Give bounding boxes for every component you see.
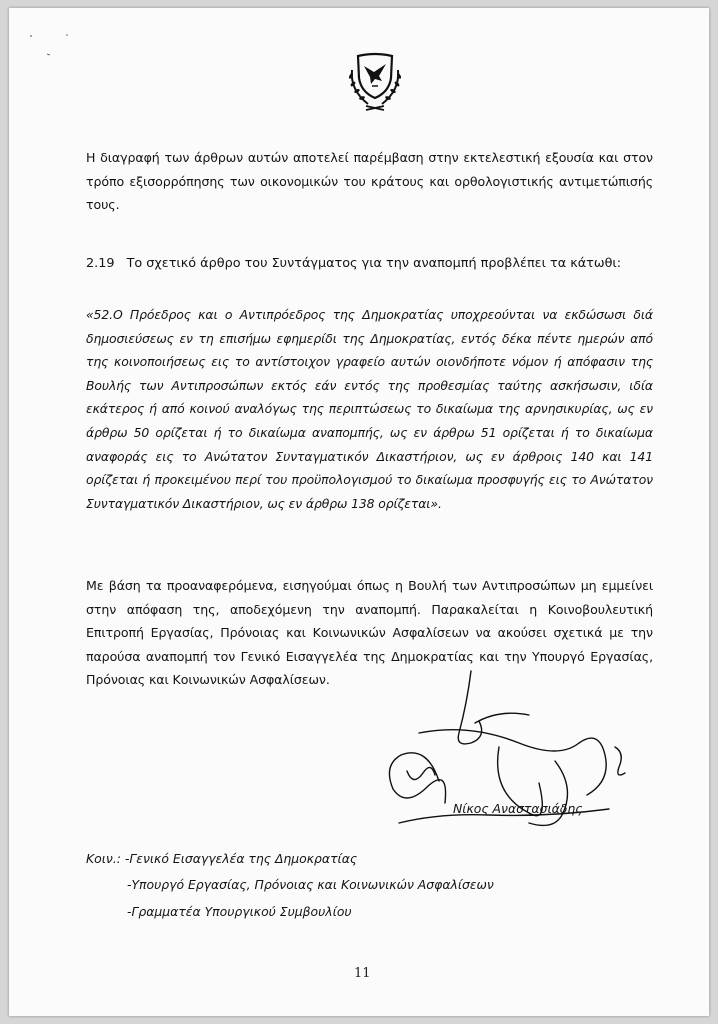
constitution-quote: «52.Ο Πρόεδρος και ο Αντιπρόεδρος της Δημοκρατίας υποχρεούνται να εκδώσωσι διά δημοσιεύσεως εν τη επισήμω εφημερίδι της Δημοκρατίας, εντός δέκα πέντε ημερών από της κοινοποιήσεως εις το αντίστοιχον γραφείο αυτών οιονδήποτε νόμον ή απόφασιν της Βουλής των Αντιπροσώπων εκτός εάν εντός της προθεσμίας ταύτης ασκήσωσιν, ιδία εκάτερος ή από κοινού αναλόγως της περιπτώσεως το δικαίωμα της αρνησικυρίας, ως εν άρθρω 50 ορίζεται ή το δικαίωμα αναπομπής, ως εν άρθρω 51 ορίζεται ή το δικαίωμα αναφοράς εις το Ανώτατον Συνταγματικόν Δικαστήριον, ως εν άρθροις 140 και 141 ορίζεται ή προκειμένου περί του προϋπολογισμού το δικαίωμα προσφυγής εις το Ανώτατον Συνταγματικόν Δικαστήριον, ως εν άρθρω 138 ορίζεται».: [86, 307, 653, 511]
scan-specks: [27, 32, 87, 62]
section-heading: [86, 256, 621, 271]
intro-paragraph: Η διαγραφή των άρθρων αυτών αποτελεί παρέμβαση στην εκτελεστική εξουσία και στον τρόπο εξισορρόπησης των οικονομικών του κράτους και ορθολογιστικής αντιμετώπισής τους.: [86, 150, 653, 212]
signatory-name: Νίκος Αναστασιάδης: [453, 801, 583, 816]
cc-item: -Γραμματέα Υπουργικού Συμβουλίου: [127, 904, 352, 919]
cc-label: Κοιν.: -Γενικό Εισαγγελέα της Δημοκρατίας: [86, 851, 358, 866]
cyprus-coat-of-arms-icon: [342, 48, 408, 114]
cc-item: -Υπουργό Εργασίας, Πρόνοιας και Κοινωνικών Ασφαλίσεων: [127, 877, 494, 892]
section-text: Το σχετικό άρθρο του Συντάγματος για την αναπομπή προβλέπει τα κάτωθι:: [126, 256, 622, 271]
recommendation-paragraph: Με βάση τα προαναφερόμενα, εισηγούμαι όπως η Βουλή των Αντιπροσώπων μη εμμείνει στην απόφαση της, αποδεχόμενη την αναπομπή. Παρακαλείται η Κοινοβουλευτική Επιτροπή Εργασίας, Πρόνοιας και Κοινωνικών Ασφαλίσεων να ακούσει σχετικά με την παρούσα αναπομπή τον Γενικό Εισαγγελέα της Δημοκρατίας και την Υπουργό Εργασίας, Πρόνοιας και Κοινωνικών Ασφαλίσεων.: [86, 578, 653, 687]
section-number: 2.19: [86, 256, 115, 271]
page-number: 11: [354, 966, 371, 981]
document-page: [9, 8, 709, 1016]
